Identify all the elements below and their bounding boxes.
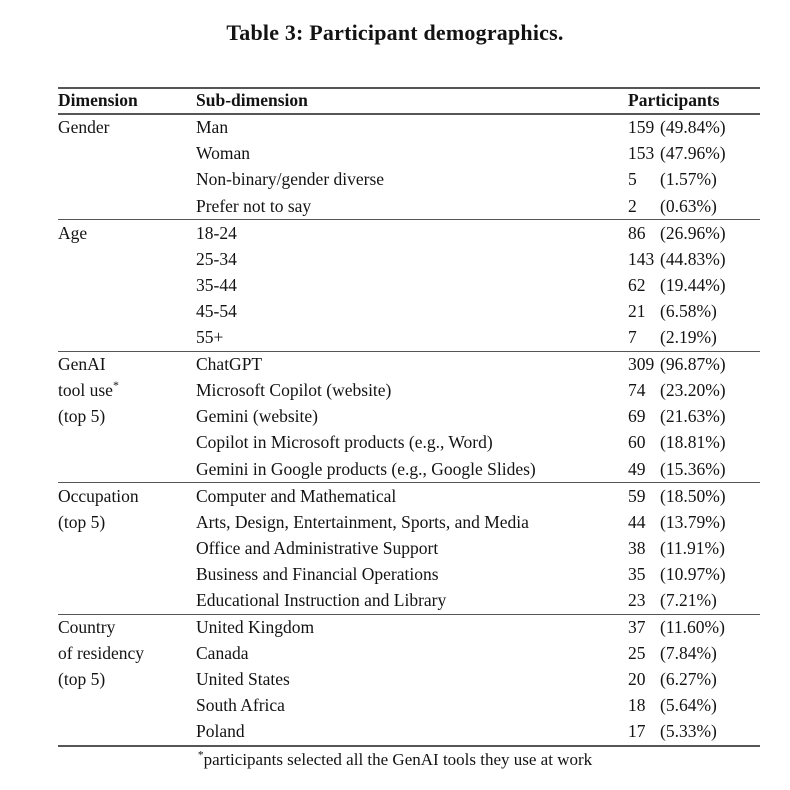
table-row	[58, 588, 760, 615]
column-header-dimension: Dimension	[58, 90, 138, 111]
dimension-cell: Occupation	[58, 485, 139, 506]
percent-cell: (7.84%)	[660, 643, 717, 664]
count-cell: 49	[628, 458, 646, 479]
percent-cell: (21.63%)	[660, 406, 726, 427]
sub-dimension-cell: Gemini in Google products (e.g., Google Slides)	[196, 458, 536, 479]
dimension-cell	[58, 325, 196, 352]
dimension-cell	[58, 167, 196, 193]
dimension-cell	[58, 719, 196, 746]
sub-dimension-cell: Woman	[196, 143, 250, 164]
dimension-cell	[58, 562, 196, 588]
sub-dimension-cell: Canada	[196, 643, 249, 664]
footnote-asterisk: *	[197, 748, 204, 762]
count-cell: 20	[628, 669, 646, 690]
dimension-cell: of residency	[58, 643, 145, 664]
sub-dimension-cell: Gemini (website)	[196, 406, 318, 427]
sub-dimension-cell: Microsoft Copilot (website)	[196, 380, 392, 401]
table-section	[58, 614, 760, 746]
table-row	[58, 667, 760, 693]
percent-cell: (5.64%)	[660, 695, 717, 716]
percent-cell: (11.60%)	[660, 617, 725, 638]
table-row	[58, 378, 760, 404]
table-section	[58, 220, 760, 351]
dimension-cell	[58, 430, 196, 456]
sub-dimension-cell: Arts, Design, Entertainment, Sports, and Media	[196, 511, 529, 532]
count-cell: 69	[628, 406, 646, 427]
dimension-cell: Age	[58, 222, 88, 243]
sub-dimension-cell: Computer and Mathematical	[196, 485, 397, 506]
table-row	[58, 141, 760, 167]
sub-dimension-cell: South Africa	[196, 695, 285, 716]
table-row	[58, 114, 760, 141]
count-cell: 18	[628, 695, 646, 716]
dimension-cell: tool use*	[58, 378, 119, 401]
sub-dimension-cell: United Kingdom	[196, 617, 315, 638]
table-section	[58, 351, 760, 482]
table-row	[58, 299, 760, 325]
count-cell: 7	[628, 327, 637, 348]
percent-cell: (6.27%)	[660, 669, 717, 690]
count-cell: 21	[628, 300, 646, 321]
percent-cell: (10.97%)	[660, 563, 726, 584]
dimension-cell	[58, 693, 196, 719]
sub-dimension-cell: 25-34	[196, 248, 237, 269]
sub-dimension-cell: 45-54	[196, 300, 237, 321]
percent-cell: (0.63%)	[660, 195, 717, 216]
table-row	[58, 246, 760, 272]
sub-dimension-cell: Business and Financial Operations	[196, 563, 439, 584]
table-row	[58, 430, 760, 456]
percent-cell: (96.87%)	[660, 354, 726, 375]
sub-dimension-cell: United States	[196, 669, 290, 690]
percent-cell: (23.20%)	[660, 380, 726, 401]
dimension-cell: (top 5)	[58, 406, 106, 427]
dimension-cell: Country	[58, 617, 116, 638]
table-footnote: *participants selected all the GenAI tools they use at work	[197, 748, 593, 769]
table-row	[58, 693, 760, 719]
sub-dimension-cell: Non-binary/gender diverse	[196, 169, 385, 190]
sub-dimension-cell: ChatGPT	[196, 354, 263, 375]
table-row	[58, 536, 760, 562]
table-row	[58, 220, 760, 247]
percent-cell: (44.83%)	[660, 248, 726, 269]
count-cell: 153	[628, 143, 655, 164]
count-cell: 17	[628, 721, 646, 742]
sub-dimension-cell: 18-24	[196, 222, 237, 243]
count-cell: 35	[628, 563, 646, 584]
sub-dimension-cell: Office and Administrative Support	[196, 537, 439, 558]
percent-cell: (1.57%)	[660, 169, 717, 190]
table-row	[58, 456, 760, 483]
sub-dimension-cell: Prefer not to say	[196, 195, 312, 216]
count-cell: 38	[628, 537, 646, 558]
percent-cell: (7.21%)	[660, 589, 717, 610]
count-cell: 143	[628, 248, 655, 269]
count-cell: 62	[628, 274, 646, 295]
table-section	[58, 483, 760, 614]
table-row	[58, 167, 760, 193]
count-cell: 59	[628, 485, 646, 506]
sub-dimension-cell: Educational Instruction and Library	[196, 589, 447, 610]
column-header-sub-dimension: Sub-dimension	[196, 90, 308, 111]
count-cell: 60	[628, 432, 646, 453]
count-cell: 309	[628, 354, 655, 375]
sub-dimension-cell: Copilot in Microsoft products (e.g., Word)	[196, 432, 493, 453]
count-cell: 86	[628, 222, 646, 243]
percent-cell: (19.44%)	[660, 274, 726, 295]
dimension-cell	[58, 456, 196, 483]
table-row	[58, 404, 760, 430]
percent-cell: (18.50%)	[660, 485, 726, 506]
table-row	[58, 614, 760, 641]
percent-cell: (49.84%)	[660, 117, 726, 138]
count-cell: 37	[628, 617, 646, 638]
dimension-cell	[58, 273, 196, 299]
table-row	[58, 719, 760, 746]
dimension-cell	[58, 246, 196, 272]
header-row	[58, 88, 760, 114]
count-cell: 74	[628, 380, 646, 401]
percent-cell: (18.81%)	[660, 432, 726, 453]
percent-cell: (6.58%)	[660, 300, 717, 321]
table-row	[58, 509, 760, 535]
percent-cell: (5.33%)	[660, 721, 717, 742]
dimension-cell: (top 5)	[58, 511, 106, 532]
column-header-participants: Participants	[628, 90, 720, 111]
demographics-table	[58, 87, 760, 747]
dimension-cell: GenAI	[58, 354, 106, 375]
percent-cell: (11.91%)	[660, 537, 725, 558]
dimension-cell	[58, 536, 196, 562]
table-row	[58, 562, 760, 588]
count-cell: 25	[628, 643, 646, 664]
table-row	[58, 193, 760, 220]
footnote-asterisk: *	[112, 378, 119, 393]
count-cell: 23	[628, 589, 646, 610]
count-cell: 2	[628, 195, 637, 216]
percent-cell: (26.96%)	[660, 222, 726, 243]
percent-cell: (47.96%)	[660, 143, 726, 164]
percent-cell: (2.19%)	[660, 327, 717, 348]
count-cell: 5	[628, 169, 637, 190]
table-row	[58, 273, 760, 299]
dimension-cell: Gender	[58, 117, 110, 138]
percent-cell: (13.79%)	[660, 511, 726, 532]
count-cell: 44	[628, 511, 646, 532]
dimension-cell	[58, 588, 196, 615]
table-section	[58, 114, 760, 220]
sub-dimension-cell: Man	[196, 117, 229, 138]
count-cell: 159	[628, 117, 655, 138]
percent-cell: (15.36%)	[660, 458, 726, 479]
dimension-cell	[58, 141, 196, 167]
table-row	[58, 325, 760, 352]
table-row	[58, 483, 760, 510]
table-caption: Table 3: Participant demographics.	[226, 20, 564, 45]
dimension-cell	[58, 193, 196, 220]
dimension-cell	[58, 299, 196, 325]
table-row	[58, 641, 760, 667]
sub-dimension-cell: Poland	[196, 721, 245, 742]
sub-dimension-cell: 35-44	[196, 274, 237, 295]
table-row	[58, 351, 760, 378]
sub-dimension-cell: 55+	[196, 327, 224, 348]
dimension-cell: (top 5)	[58, 669, 106, 690]
